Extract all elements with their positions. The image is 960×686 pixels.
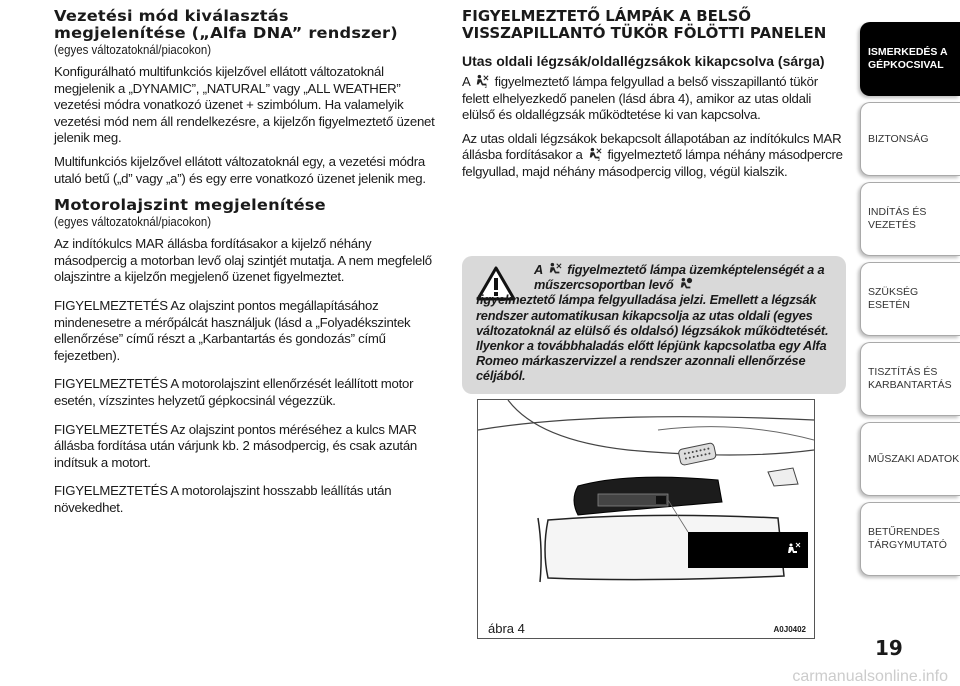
tab-label: TISZTÍTÁS ÉS KARBANTARTÁS [868,366,952,391]
svg-text:2: 2 [484,84,488,88]
title-line-1: Vezetési mód kiválasztás [54,7,289,25]
chapter-tabs [860,22,960,582]
tab-label: INDÍTÁS ÉS VEZETÉS [868,206,927,231]
text: A [534,262,543,277]
airbag-off-icon [548,262,562,276]
tab-label: BETŰRENDES TÁRGYMUTATÓ [868,526,947,551]
text: Az utas oldali légzsákok bekapcsolt állapotában az indítókulcs MAR állásba fordításakor a [462,130,842,163]
subheading-airbag: Utas oldali légzsák/oldallégzsákok kikapcsolva (sárga) [462,53,825,69]
figure-overhead-panel [477,399,815,639]
warning-box [462,256,846,394]
page-number: 19 [875,636,903,660]
svg-text:2: 2 [597,157,600,162]
text: figyelmeztető lámpa felgyullad a belső visszapillantó tükör felett elhelyezkedő panelen (lásd ábra 4), amikor az utas oldali elülső és oldallégzsák működtetése ki van kapcsolva. [462,74,818,123]
airbag-off-icon [475,74,489,88]
tab-targymutato[interactable] [860,502,960,576]
tab-inditas[interactable] [860,182,960,256]
section-title-warning-lamps: FIGYELMEZTETŐ LÁMPÁK A BELSŐ VISSZAPILLANTÓ TÜKÖR FÖLÖTTI PANELEN [462,7,827,42]
paragraph: Multifunkciós kijelzővel ellátott változatoknál egy, a vezetési módra utaló betű („d” vagy „a”) és egy erre vonatkozó üzenet jelenik meg. [54,153,426,186]
title-line-2: megjelenítése („Alfa DNA” rendszer) [54,24,398,42]
watermark [0,668,960,686]
warning-paragraph: FIGYELMEZTETÉS A motorolajszint ellenőrzését leállított motor esetén, vízszintes helyzetű gépkocsinál végezzük. [54,376,414,408]
text: figyelmeztető lámpa néhány másodpercre felgyullad, majd néhány másodpercig villog, végül kialszik. [462,147,843,179]
tab-biztonsag[interactable] [860,102,960,176]
text: A [462,74,470,89]
text: figyelmeztető lámpa üzemképtelenségét a a műszercsoportban levő [534,262,825,293]
tab-tisztitas[interactable] [860,342,960,416]
tab-label: BIZTONSÁG [868,132,929,145]
left-column [54,8,444,523]
warning-text [476,262,838,384]
section-title-oil-level: Motorolajszint megjelenítése [54,196,326,215]
airbag-off-icon [588,147,602,161]
watermark-text: carmanualsonline.info [792,668,948,685]
section-subtitle: (egyes változatoknál/piacokon) [54,214,212,230]
tab-label: ISMERKEDÉS A GÉPKOCSIVAL [868,46,948,71]
figure-caption: ábra 4 [488,621,525,636]
airbag-icon [679,277,693,291]
tab-label: MŰSZAKI ADATOK [868,452,960,465]
tab-ismerkedes[interactable] [860,22,960,96]
paragraph: Az indítókulcs MAR állásba fordításakor a kijelző néhány másodpercig a motorban levő olaj szintjét mutatja. A nem megfelelő olajszintre a kijelzőn megjelenő üzenet figyelmeztet. [54,236,432,285]
text: figyelmeztető lámpa felgyulladása jelzi. Emellett a légzsák rendszer automatikusan kikapcsolja az utas oldali (egyes változatoknál az elülső és oldalsó) légzsákok működtetését. Ilyenkor a továbbhaladás előtt lépjünk kapcsolatba egy Alfa Romeo márkaszervizzel a rendszer azonnali ellenőrzése céljából. [476,292,829,384]
tab-muszaki[interactable] [860,422,960,496]
section-subtitle: (egyes változatoknál/piacokon) [54,42,212,57]
warning-paragraph: FIGYELMEZTETÉS Az olajszint pontos méréséhez a kulcs MAR állásba fordítása után várjunk kb. 2 másodpercig, és csak azután indítsuk a motort. [54,421,417,470]
paragraph: Konfigurálható multifunkciós kijelzővel ellátott változatoknál megjelenik a „DYNAMIC”, „NATURAL” vagy „ALL WEATHER” vezetési módra vonatkozó üzenet + szimbólum. Ha valamelyik vezetési mód nem áll rendelkezésre, a kijelzőn figyelmeztető üzenet jelenik meg. [54,64,435,146]
warning-paragraph: FIGYELMEZTETÉS A motorolajszint hosszabb leállítás után növekedhet. [54,483,392,515]
tab-label: SZÜKSÉG ESETÉN [868,286,919,311]
tab-szukseg[interactable] [860,262,960,336]
overhead-panel-illustration [478,400,814,638]
middle-column [462,8,846,188]
section-title-drive-mode [54,8,475,42]
warning-paragraph: FIGYELMEZTETÉS Az olajszint pontos megállapításához mindenesetre a mérőpálcát használjuk (lásd a „Folyadékszintek ellenőrzése” című részt a „Karbantartás és gondozás” című fejezetben). [54,297,411,363]
figure-code: A0J0402 [773,625,806,634]
